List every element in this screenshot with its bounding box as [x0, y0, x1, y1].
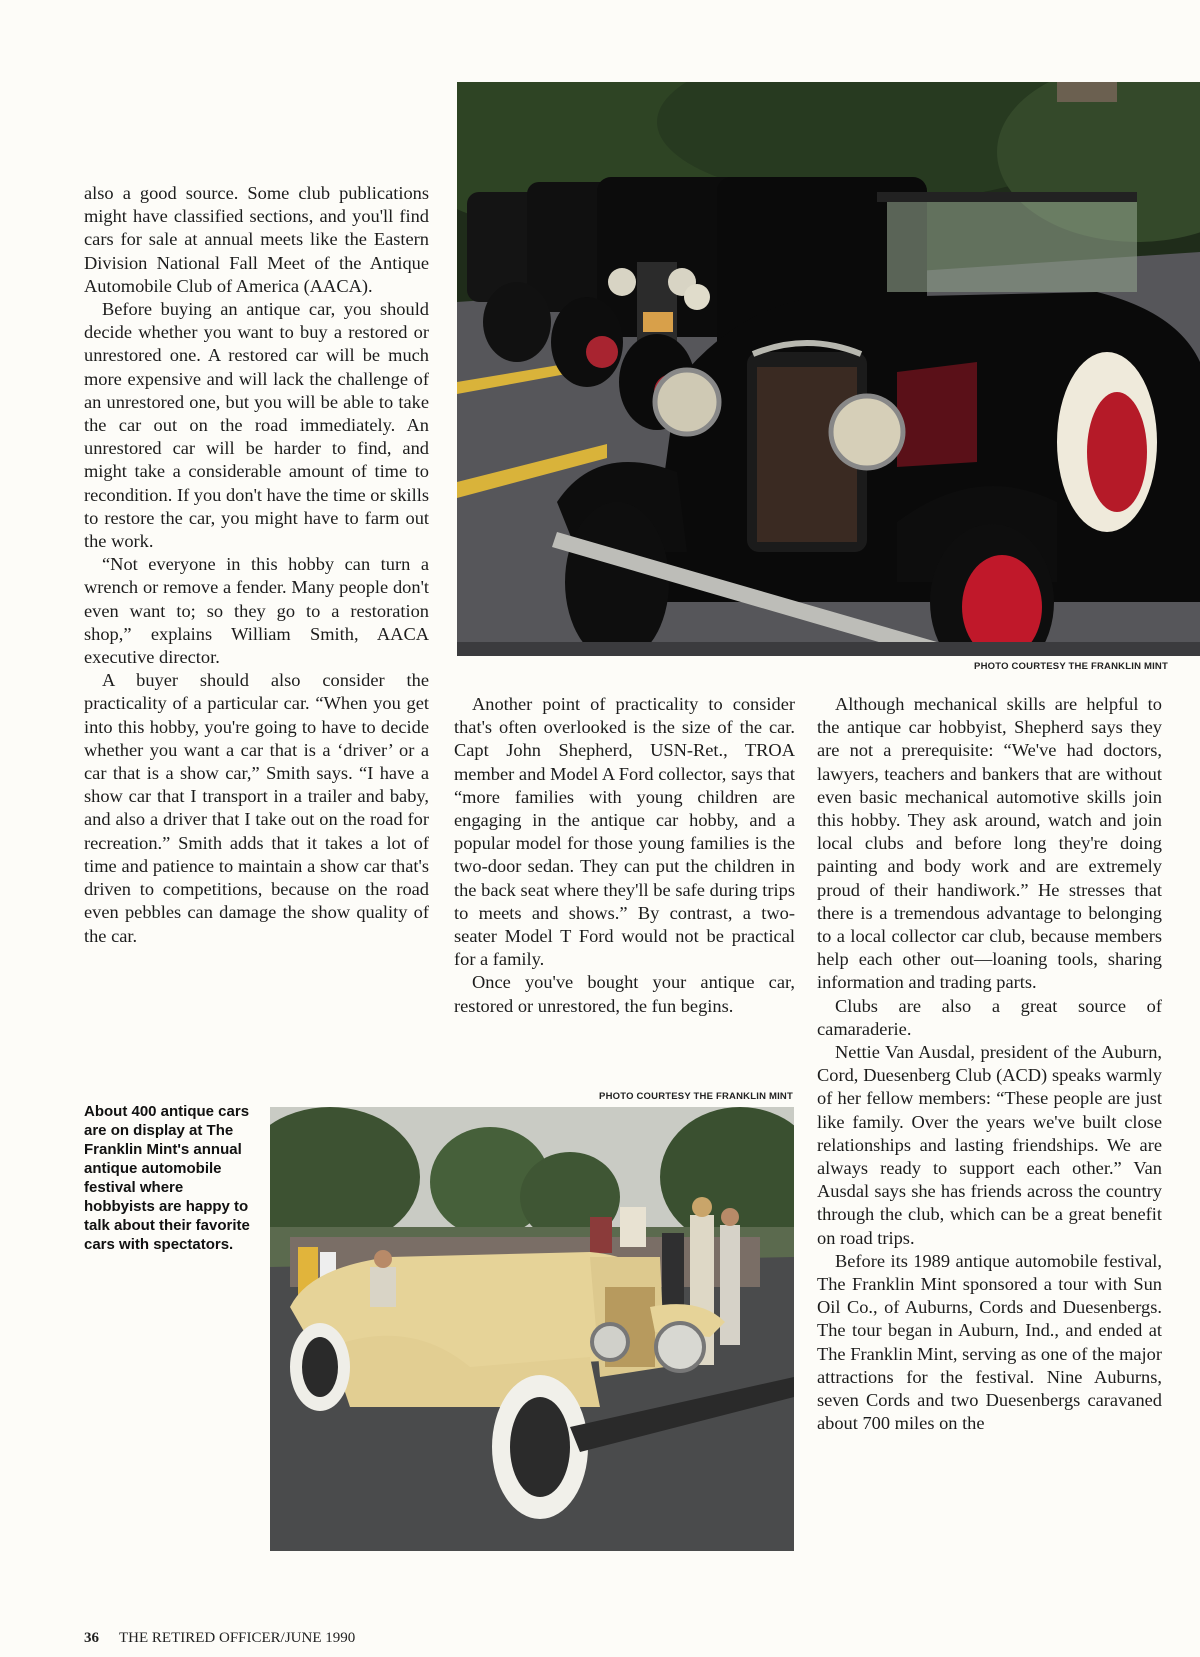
article-column-right: [817, 693, 1162, 1436]
paragraph: Clubs are also a great source of camaraderie.: [817, 995, 1162, 1039]
article-column-left: [84, 182, 429, 948]
paragraph: Before its 1989 antique automobile festival, The Franklin Mint sponsored a tour with Sun Oil Co., of Auburns, Cords and Duesenbergs. The tour began in Auburn, Ind., and ended at The Franklin Mint, serving as one of the major attractions for the festival. Nine Auburns, seven Cords and two Duesenbergs caravaned about 700 miles on the: [817, 1250, 1162, 1434]
publication-info: THE RETIRED OFFICER/JUNE 1990: [119, 1630, 356, 1646]
photo-caption: About 400 antique cars are on display at The Franklin Mint's annual antique automobile festival where hobbyists are happy to talk about their favorite cars with spectators.: [84, 1103, 250, 1253]
photo-model-a-fords: [457, 82, 1200, 656]
paragraph: A buyer should also consider the practicality of a particular car. “When you get into this hobby, you're going to have to decide whether you want a car that is a ‘driver’ or a car that is a show car,” Smith says. “I have a show car that I transport in a trailer and baby, and also a driver that I take out on the road for recreation.” Smith adds that it takes a lot of time and patience to maintain a show car that's driven to competitions, because on the road even pebbles can damage the show quality of the car.: [84, 670, 429, 946]
paragraph: Another point of practicality to consider that's often overlooked is the size of the car. Capt John Shepherd, USN-Ret., TROA member and Model A Ford collector, says that “more families with young children are engaging in the antique car hobby, and a popular model for those young families is the two-door sedan. They can put the children in the back seat where they'll be safe during trips to meets and shows.” By contrast, a two-seater Model T Ford would not be practical for a family.: [454, 694, 795, 970]
paragraph: Once you've bought your antique car, restored or unrestored, the fun begins.: [454, 972, 795, 1016]
paragraph: “Not everyone in this hobby can turn a wrench or remove a fender. Many people don't even want to; so they go to a restoration shop,” explains William Smith, AACA executive director.: [84, 554, 429, 668]
paragraph: Nettie Van Ausdal, president of the Auburn, Cord, Duesenberg Club (ACD) speaks warmly of her fellow members: “These people are just like family. Over the years we've built close relationships and lasting friendships. We are always ready to support each other.” Van Ausdal says she has friends across the country through the club, which can be a great benefit on road trips.: [817, 1042, 1162, 1248]
paragraph: also a good source. Some club publications might have classified sections, and you'll find cars for sale at annual meets like the Eastern Division National Fall Meet of the Antique Automobile Club of America (AACA).: [84, 183, 429, 296]
yellow-roadster-illustration: [270, 1107, 794, 1551]
photo-yellow-roadster: [270, 1107, 794, 1551]
paragraph: Before buying an antique car, you should decide whether you want to buy a restored or unrestored one. A restored car will be much more expensive and will lack the challenge of an unrestored one, but you will be able to take the car out on the road immediately. An unrestored car will be harder to find, and might take a considerable amount of time to recondition. If you don't have the time or skills to restore the car, you might have to farm out the work.: [84, 299, 430, 552]
page-footer: [84, 1630, 355, 1647]
paragraph: Although mechanical skills are helpful to the antique car hobbyist, Shepherd says they are not a prerequisite: “We've had doctors, lawyers, teachers and bankers that are without even basic mechanical automotive skills join this hobby. They ask around, watch and join local clubs and before long they're doing painting and body work and are extremely proud of their handiwork.” He stresses that there is a tremendous advantage to belonging to a local collector car club, because members help each other out—loaning tools, sharing information and trading parts.: [817, 694, 1162, 993]
photo-credit: PHOTO COURTESY THE FRANKLIN MINT: [599, 1091, 793, 1102]
model-a-fords-illustration: [457, 82, 1200, 656]
page-number: 36: [84, 1630, 99, 1646]
photo-credit: PHOTO COURTESY THE FRANKLIN MINT: [974, 661, 1168, 672]
article-column-middle: [454, 693, 795, 1018]
